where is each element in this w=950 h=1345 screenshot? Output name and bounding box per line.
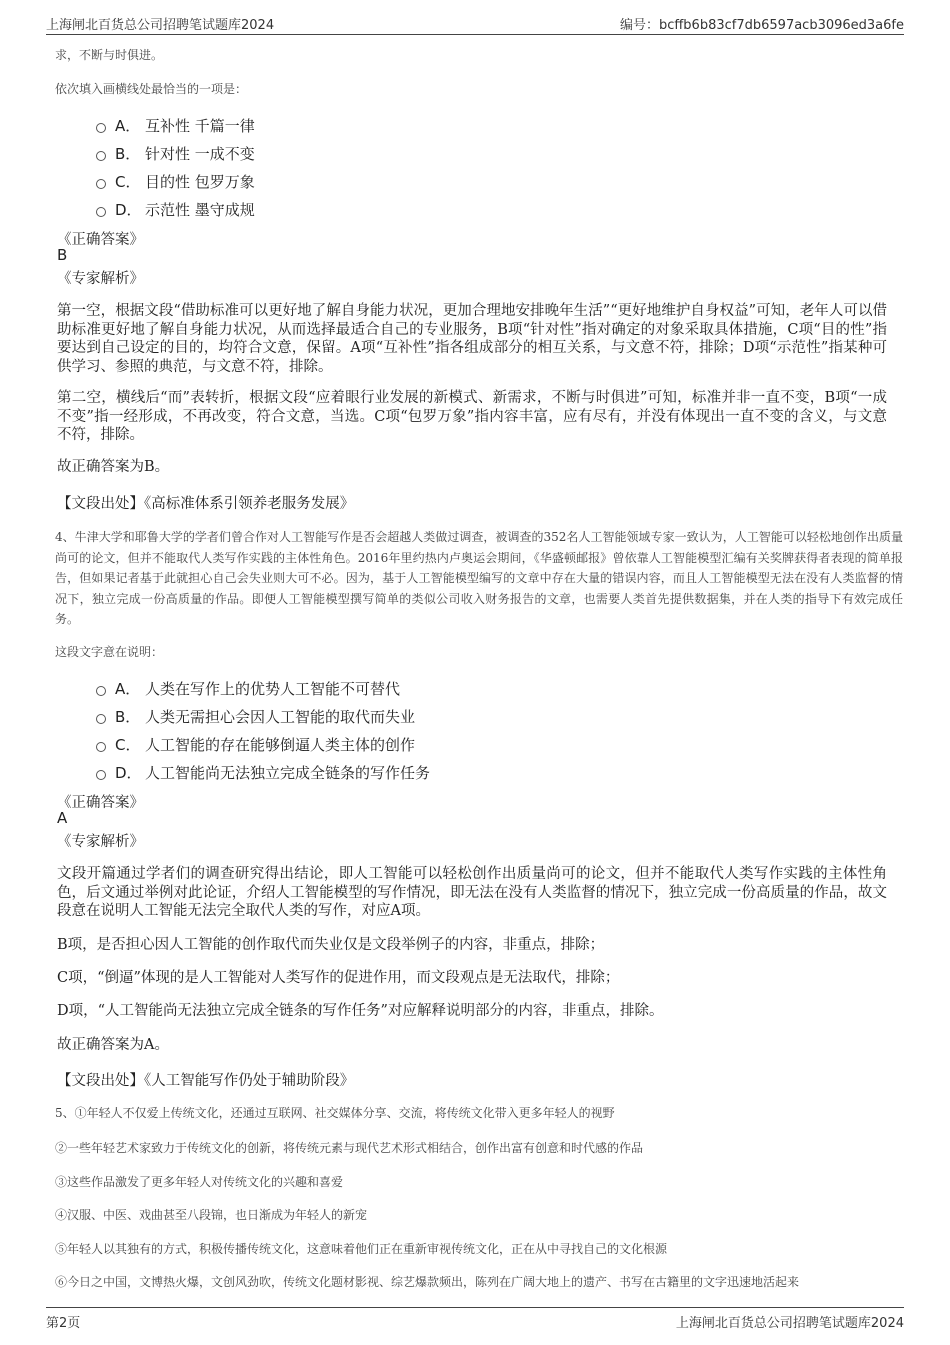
question-3-analysis-paragraph-2: 第二空，横线后“而”表转折，根据文段“应着眼行业发展的新模式、新需求，不断与时俱进”可知，标准并非一直不变，B项“一成不变”指一经形成，不再改变，符合文意，当选。C项“包罗万象”指内容丰富，应有尽有，并没有体现出一直不变的含义，与文意不符，排除。 xyxy=(57,390,887,444)
question-4-stem: 4、牛津大学和耶鲁大学的学者们曾合作对人工智能写作是否会超越人类做过调查，被调查的352名人工智能领域专家一致认为，人工智能可以轻松地创作出质量尚可的论文，但并不能取代人类写作实践的主体性角色。2016年里约热内卢奥运会期间，《华盛顿邮报》曾依靠人工智能模型汇编有关奖牌获得者表现的简单报告，但如果记者基于此就担心自己会失业则大可不必。因为，基于人工智能模型编写的文章中存在大量的错误内容，而且人工智能模型无法在没有人类监督的情况下，独立完成一份高质量的作品。即便人工智能模型撰写简单的类似公司收入财务报告的文章，也需要人类首先提供数据集，并在人类的指导下有效完成任务。 xyxy=(55,530,903,626)
question-4-prompt: 这段文字意在说明： xyxy=(55,645,164,659)
question-5-sentence-4: ④汉服、中医、戏曲甚至八段锦，也日渐成为年轻人的新宠 xyxy=(55,1208,368,1222)
question-4-answer-label: 《正确答案》 xyxy=(57,795,144,811)
question-3-answer: B xyxy=(57,246,68,264)
question-4-conclusion: 故正确答案为A。 xyxy=(57,1037,169,1053)
question-3-option-d[interactable]: D． 示范性 墨守成规 xyxy=(96,199,255,220)
page-number: 第2页 xyxy=(46,1315,81,1331)
radio-icon[interactable] xyxy=(96,770,106,780)
footer-title: 上海闸北百货总公司招聘笔试题库2024 xyxy=(675,1315,904,1331)
question-3-answer-label: 《正确答案》 xyxy=(57,232,144,248)
question-4-option-c[interactable]: C． 人工智能的存在能够倒逼人类主体的创作 xyxy=(96,734,415,755)
question-3-source: 【文段出处】《高标准体系引领养老服务发展》 xyxy=(57,496,355,512)
question-3-prompt: 依次填入画横线处最恰当的一项是： xyxy=(55,82,248,96)
radio-icon[interactable] xyxy=(96,742,106,752)
header-divider xyxy=(46,34,904,35)
question-3-stem-tail: 求，不断与时俱进。 xyxy=(55,48,164,62)
question-4-analysis-label: 《专家解析》 xyxy=(57,834,144,850)
page-header xyxy=(46,13,904,33)
question-4-analysis-d: D项，“人工智能尚无法独立完成全链条的写作任务”对应解释说明部分的内容，非重点，排除。 xyxy=(57,1003,664,1019)
question-5-sentence-3: ③这些作品激发了更多年轻人对传统文化的兴趣和喜爱 xyxy=(55,1175,344,1189)
question-3-option-a[interactable]: A． 互补性 千篇一律 xyxy=(96,115,255,136)
question-5-sentence-2: ②一些年轻艺术家致力于传统文化的创新，将传统元素与现代艺术形式相结合，创作出富有创意和时代感的作品 xyxy=(55,1141,644,1155)
radio-icon[interactable] xyxy=(96,123,106,133)
radio-icon[interactable] xyxy=(96,686,106,696)
header-doc-id: 编号：bcffb6b83cf7db6597acb3096ed3a6fe xyxy=(619,17,904,33)
question-3-option-c[interactable]: C． 目的性 包罗万象 xyxy=(96,171,255,192)
radio-icon[interactable] xyxy=(96,714,106,724)
question-5-sentence-5: ⑤年轻人以其独有的方式，积极传播传统文化，这意味着他们正在重新审视传统文化，正在从中寻找自己的文化根源 xyxy=(55,1242,668,1256)
question-4-analysis-paragraph-1: 文段开篇通过学者们的调查研究得出结论，即人工智能可以轻松创作出质量尚可的论文，但并不能取代人类写作实践的主体性角色，后文通过举例对此论证，介绍人工智能模型的写作情况，即无法在没有人类监督的情况下，独立完成一份高质量的作品，故文段意在说明人工智能无法完全取代人类的写作，对应A项。 xyxy=(57,866,887,920)
question-3-conclusion: 故正确答案为B。 xyxy=(57,459,170,475)
question-3-option-b[interactable]: B． 针对性 一成不变 xyxy=(96,143,255,164)
radio-icon[interactable] xyxy=(96,179,106,189)
radio-icon[interactable] xyxy=(96,207,106,217)
radio-icon[interactable] xyxy=(96,151,106,161)
footer-divider xyxy=(46,1307,904,1308)
question-5-sentence-6: ⑥今日之中国，文博热火爆，文创风劲吹，传统文化题材影视、综艺爆款频出，陈列在广阔大地上的遗产、书写在古籍里的文字迅速地活起来 xyxy=(55,1275,800,1289)
question-4-source: 【文段出处】《人工智能写作仍处于辅助阶段》 xyxy=(57,1073,355,1089)
question-4-analysis-c: C项，“倒逼”体现的是人工智能对人类写作的促进作用，而文段观点是无法取代，排除； xyxy=(57,970,620,986)
question-3-analysis-label: 《专家解析》 xyxy=(57,271,144,287)
question-3-analysis-paragraph-1: 第一空，根据文段“借助标准可以更好地了解自身能力状况，更加合理地安排晚年生活”“更好地维护自身权益”可知，老年人可以借助标准更好地了解自身能力状况，从而选择最适合自己的专业服务，B项“针对性”指对确定的对象采取具体措施，C项“目的性”指要达到自己设定的目的，均符合文意，保留。A项“互补性”指各组成部分的相互关系，与文意不符，排除；D项“示范性”指某种可供学习、参照的典范，与文意不符，排除。 xyxy=(57,303,887,375)
question-5-sentence-1: 5、①年轻人不仅爱上传统文化，还通过互联网、社交媒体分享、交流，将传统文化带入更多年轻人的视野 xyxy=(55,1106,615,1120)
page-footer xyxy=(46,1311,904,1331)
header-title: 上海闸北百货总公司招聘笔试题库2024 xyxy=(46,17,275,33)
question-4-analysis-b: B项，是否担心因人工智能的创作取代而失业仅是文段举例子的内容，非重点，排除； xyxy=(57,937,605,953)
question-4-option-a[interactable]: A． 人类在写作上的优势人工智能不可替代 xyxy=(96,678,400,699)
question-4-option-b[interactable]: B． 人类无需担心会因人工智能的取代而失业 xyxy=(96,706,415,727)
question-4-option-d[interactable]: D． 人工智能尚无法独立完成全链条的写作任务 xyxy=(96,762,430,783)
question-4-answer: A xyxy=(57,809,68,827)
